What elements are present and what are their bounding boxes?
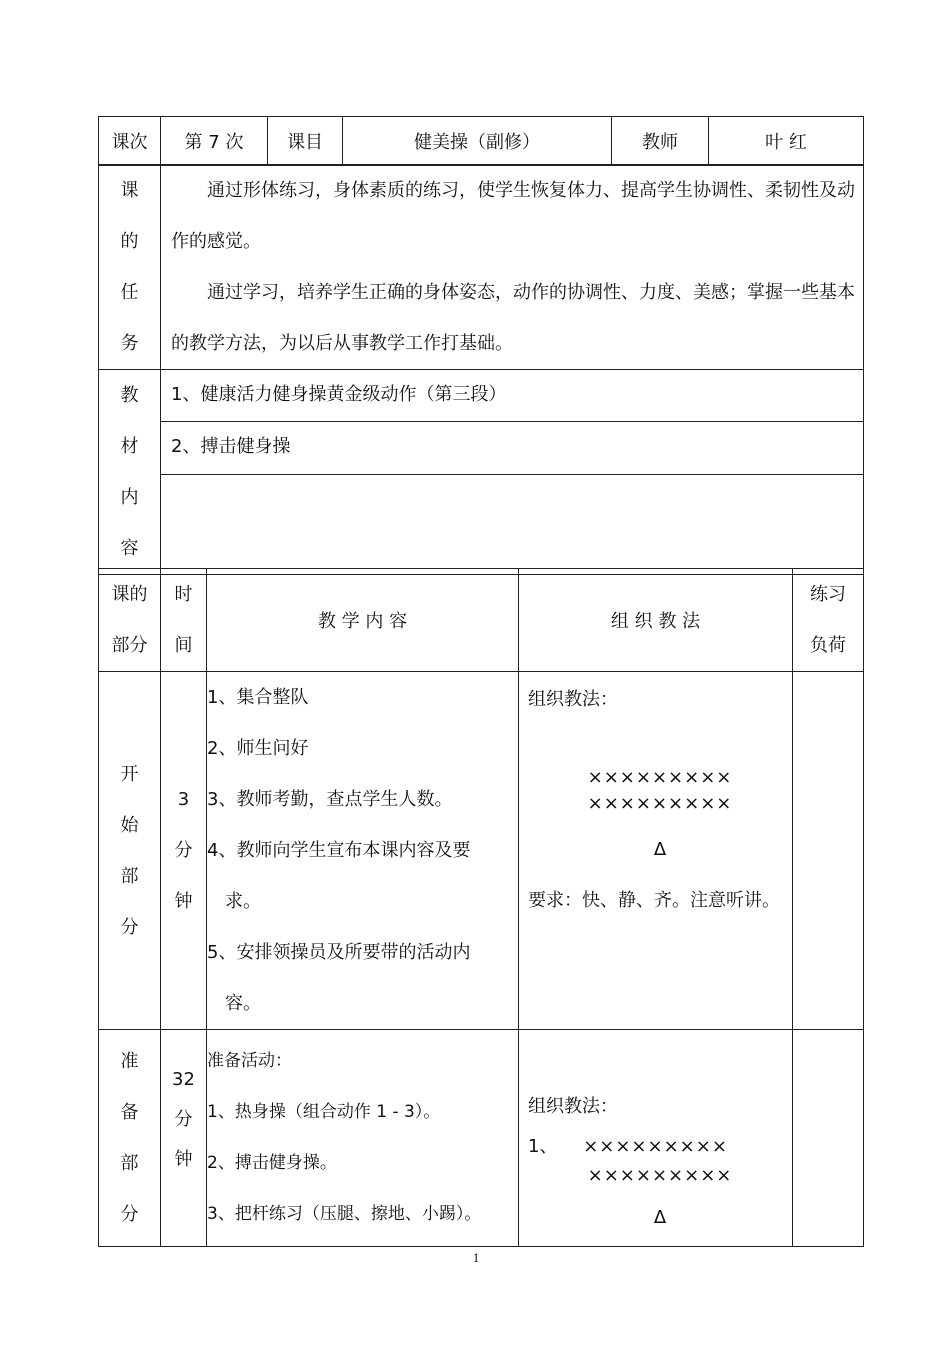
material-item: 2、搏击健身操 <box>171 436 291 458</box>
session-label: 课次 <box>99 117 161 166</box>
col-header-time-line: 时 <box>174 584 193 605</box>
opening-time <box>161 672 207 1030</box>
preparation-label <box>99 1030 161 1247</box>
material-empty-cell <box>161 474 864 574</box>
tasks-content <box>161 165 864 370</box>
material-item-cell <box>161 370 864 422</box>
opening-method <box>519 672 793 1030</box>
session-value: 第 7 次 <box>161 117 268 166</box>
opening-content-line: 2、师生问好 <box>207 738 309 759</box>
col-header-time-line: 间 <box>174 635 193 656</box>
col-header-content: 教 学 内 容 <box>207 569 519 672</box>
preparation-content <box>207 1030 519 1247</box>
teacher-label: 教师 <box>612 117 709 166</box>
preparation-content-line: 1、热身操（组合动作 1 - 3）。 <box>207 1102 441 1122</box>
preparation-teacher-mark: Δ <box>653 1207 667 1228</box>
tasks-materials-table <box>98 164 864 575</box>
preparation-method <box>519 1030 793 1247</box>
opening-teacher-mark: Δ <box>653 839 667 860</box>
opening-label-char: 分 <box>120 916 139 938</box>
opening-label-char: 部 <box>120 865 139 887</box>
opening-requirement: 要求：快、静、齐。注意听讲。 <box>528 890 780 911</box>
page-number: 1 <box>472 1250 480 1265</box>
col-header-part-line: 部分 <box>111 635 148 656</box>
preparation-method-title: 组织教法： <box>528 1096 618 1117</box>
preparation-content-line: 2、搏击健身操。 <box>207 1153 337 1173</box>
opening-time-char: 分 <box>174 840 193 861</box>
opening-content-line: 求。 <box>225 891 261 912</box>
col-header-time <box>161 569 207 672</box>
tasks-label-char: 务 <box>120 333 139 354</box>
preparation-time <box>161 1030 207 1247</box>
tasks-label-char: 课 <box>120 180 139 201</box>
tasks-label-char: 任 <box>120 282 139 303</box>
tasks-label-char: 的 <box>120 231 139 252</box>
col-header-part <box>99 569 161 672</box>
col-header-method: 组 织 教 法 <box>519 569 793 672</box>
materials-label <box>99 370 161 575</box>
preparation-formation-row: ××××××××× <box>583 1136 728 1157</box>
preparation-label-char: 准 <box>120 1051 139 1072</box>
preparation-time-char: 钟 <box>174 1149 193 1170</box>
preparation-formation-prefix: 1、 <box>528 1136 558 1157</box>
material-item: 1、健康活力健身操黄金级动作（第三段） <box>171 384 507 405</box>
opening-method-title: 组织教法： <box>528 689 618 710</box>
opening-content <box>207 672 519 1030</box>
col-header-load-line: 负荷 <box>810 635 846 656</box>
opening-content-line: 5、安排领操员及所要带的活动内 <box>207 942 471 963</box>
materials-label-char: 内 <box>120 487 139 508</box>
material-item-cell <box>161 422 864 474</box>
preparation-label-char: 备 <box>120 1102 139 1123</box>
preparation-label-char: 部 <box>120 1153 139 1174</box>
preparation-content-line: 3、把杆练习（压腿、擦地、小踢）。 <box>207 1204 482 1224</box>
preparation-time-char: 32 <box>172 1069 195 1090</box>
opening-time-char: 3 <box>177 789 190 810</box>
subject-label: 课目 <box>268 117 343 166</box>
subject-value: 健美操（副修） <box>343 117 612 166</box>
opening-formation-row: ××××××××× <box>587 767 733 788</box>
teacher-value: 叶 红 <box>709 117 864 166</box>
opening-label <box>99 672 161 1030</box>
lesson-parts-table <box>98 568 864 1247</box>
opening-formation-row: ××××××××× <box>587 793 733 814</box>
preparation-content-line: 准备活动： <box>207 1051 292 1071</box>
col-header-load-line: 练习 <box>810 584 846 605</box>
preparation-formation-line <box>528 1132 792 1162</box>
task-paragraph: 通过学习，培养学生正确的身体姿态，动作的协调性、力度、美感；掌握一些基本的教学方法，为以后从事教学工作打基础。 <box>171 282 855 354</box>
opening-content-line: 容。 <box>225 993 261 1014</box>
opening-time-char: 钟 <box>174 891 193 912</box>
opening-label-char: 开 <box>120 763 139 785</box>
preparation-label-char: 分 <box>120 1204 139 1225</box>
materials-label-char: 容 <box>120 538 139 559</box>
opening-load <box>793 672 864 1030</box>
opening-label-char: 始 <box>120 814 139 836</box>
header-table <box>98 116 864 166</box>
materials-label-char: 材 <box>120 436 139 457</box>
opening-content-line: 3、教师考勤，查点学生人数。 <box>207 789 453 810</box>
opening-content-line: 1、集合整队 <box>207 687 309 708</box>
opening-content-line: 4、教师向学生宣布本课内容及要 <box>207 840 471 861</box>
preparation-time-char: 分 <box>174 1109 193 1130</box>
preparation-load <box>793 1030 864 1247</box>
col-header-part-line: 课的 <box>111 584 148 605</box>
materials-label-char: 教 <box>120 385 139 406</box>
col-header-load <box>793 569 864 672</box>
task-paragraph: 通过形体练习，身体素质的练习，使学生恢复体力、提高学生协调性、柔韧性及动作的感觉。 <box>171 180 855 252</box>
tasks-label <box>99 165 161 370</box>
preparation-formation-row: ××××××××× <box>587 1165 733 1186</box>
